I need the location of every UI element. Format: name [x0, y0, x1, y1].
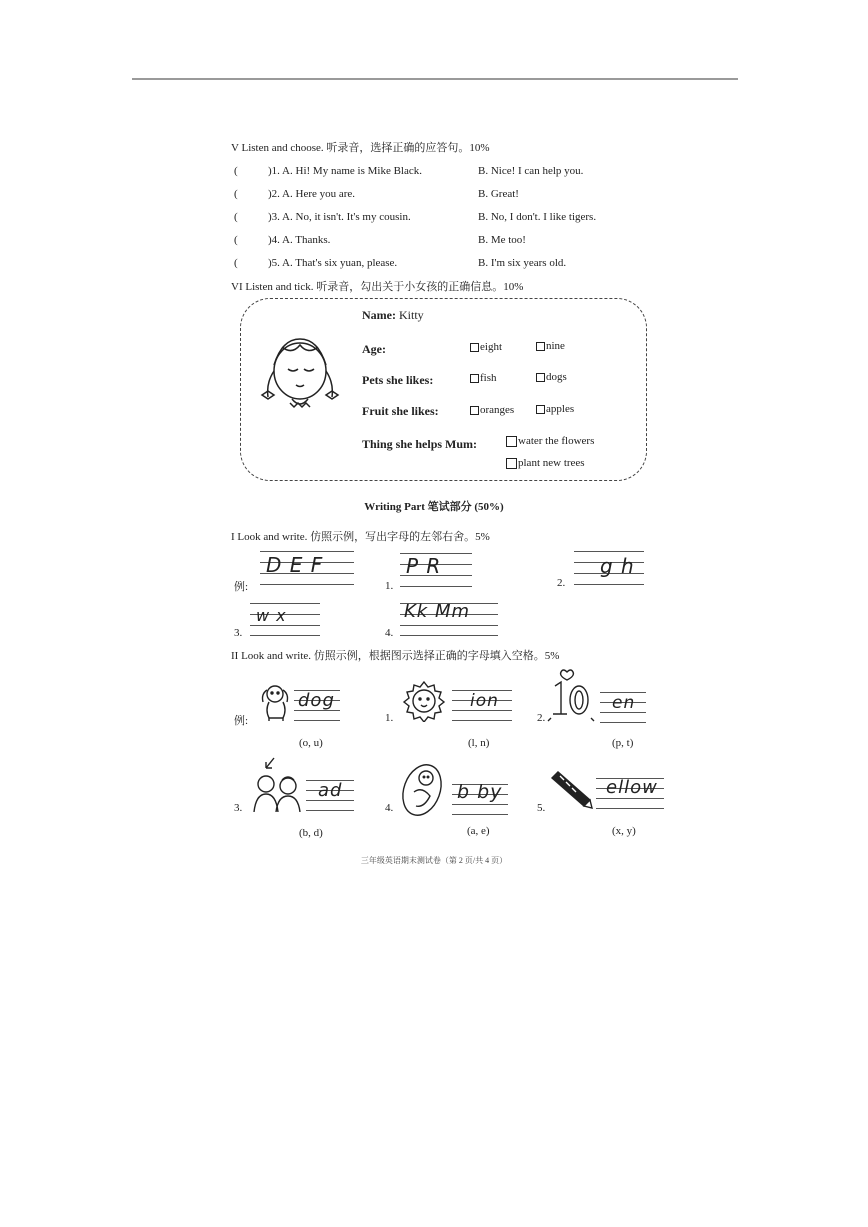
thing-label: Thing she helps Mum:	[362, 437, 478, 451]
fruit-option-apples[interactable]	[536, 403, 574, 415]
option-label: plant new trees	[518, 457, 585, 469]
handwriting-answer: dog	[298, 690, 335, 711]
section-w1-title: I Look and write. 仿照示例，写出字母的左邻右舍。5%	[231, 531, 490, 543]
option-b: B. Great!	[478, 188, 519, 200]
checkbox[interactable]	[470, 343, 479, 352]
pets-label: Pets she likes:	[362, 373, 434, 387]
letter-choices: (x, y)	[612, 825, 636, 837]
checkbox[interactable]	[536, 405, 545, 414]
checkbox[interactable]	[506, 436, 517, 447]
section-6-title: VI Listen and tick. 听录音，勾出关于小女孩的正确信息。10%	[231, 281, 524, 293]
lion-icon	[400, 680, 448, 722]
option-a: )5. A. That's six yuan, please.	[268, 257, 398, 269]
option-label: water the flowers	[518, 435, 595, 447]
checkbox[interactable]	[506, 458, 517, 469]
item-number: 3.	[234, 627, 243, 639]
section-w2-title: II Look and write. 仿照示例，根据图示选择正确的字母填入空格。5%	[231, 650, 560, 662]
checkbox[interactable]	[470, 374, 479, 383]
girl-icon	[252, 325, 348, 417]
option-a: )3. A. No, it isn't. It's my cousin.	[268, 211, 411, 223]
handwriting-answer: ad	[318, 780, 343, 801]
example-label: 例:	[234, 715, 249, 727]
item-number: 1.	[385, 712, 394, 724]
letter-choices: (a, e)	[467, 825, 490, 837]
name-label: Name:	[362, 308, 396, 322]
thing-option-water[interactable]	[506, 435, 594, 447]
pets-option-dogs[interactable]	[536, 371, 567, 383]
paren: (	[234, 234, 238, 246]
paren: (	[234, 165, 238, 177]
name-value: Kitty	[398, 308, 424, 322]
option-label: oranges	[480, 404, 515, 416]
option-a: )2. A. Here you are.	[268, 188, 356, 200]
option-a: )4. A. Thanks.	[268, 234, 331, 246]
option-label: fish	[480, 372, 497, 384]
dog-icon	[257, 682, 293, 722]
option-label: nine	[546, 340, 565, 352]
paren: (	[234, 211, 238, 223]
option-label: apples	[546, 403, 575, 415]
fruit-label: Fruit she likes:	[362, 404, 439, 418]
page-footer: 三年级英语期末测试卷（第 2 页/共 4 页）	[360, 856, 508, 865]
item-number: 3.	[234, 802, 243, 814]
section-5-title: V Listen and choose. 听录音，选择正确的应答句。10%	[231, 142, 490, 154]
pets-option-fish[interactable]	[470, 372, 497, 384]
name-row	[362, 308, 424, 323]
option-b: B. I'm six years old.	[478, 257, 567, 269]
letter-choices: (o, u)	[299, 737, 323, 749]
item-number: 2.	[557, 577, 566, 589]
letter-choices: (p, t)	[612, 737, 634, 749]
option-b: B. No, I don't. I like tigers.	[478, 211, 597, 223]
writing-part-title: Writing Part 笔试部分 (50%)	[364, 501, 504, 513]
handwriting-answer: P R	[406, 554, 442, 578]
handwriting-answer: ion	[470, 691, 499, 711]
item-number: 4.	[385, 627, 394, 639]
handwriting-answer: b by	[457, 781, 503, 803]
item-number: 1.	[385, 580, 394, 592]
checkbox[interactable]	[536, 373, 545, 382]
age-label: Age:	[362, 342, 386, 356]
option-b: B. Me too!	[478, 234, 526, 246]
item-number: 2.	[537, 712, 546, 724]
item-number: 5.	[537, 802, 546, 814]
option-label: dogs	[546, 371, 567, 383]
crayon-icon	[548, 770, 594, 812]
paren: (	[234, 188, 238, 200]
age-option-nine[interactable]	[536, 340, 565, 352]
top-rule	[132, 78, 738, 80]
option-a: )1. A. Hi! My name is Mike Black.	[268, 165, 422, 177]
fruit-option-oranges[interactable]	[470, 404, 514, 416]
dad-icon	[244, 756, 306, 812]
paren: (	[234, 257, 238, 269]
thing-option-plant[interactable]	[506, 457, 585, 469]
handwriting-answer: g h	[600, 554, 635, 578]
handwriting-answer: w x	[256, 606, 287, 625]
handwriting-answer: Kk Mm	[404, 601, 471, 622]
option-b: B. Nice! I can help you.	[478, 165, 584, 177]
handwriting-answer: en	[612, 693, 636, 713]
age-option-eight[interactable]	[470, 341, 502, 353]
letter-choices: (l, n)	[468, 737, 490, 749]
example-label: 例:	[234, 581, 249, 593]
handwriting-answer: D E F	[266, 553, 324, 577]
baby-icon	[400, 762, 444, 818]
option-label: eight	[480, 341, 502, 353]
handwriting-answer: ellow	[606, 777, 658, 798]
checkbox[interactable]	[470, 406, 479, 415]
letter-choices: (b, d)	[299, 827, 323, 839]
checkbox[interactable]	[536, 342, 545, 351]
ten-icon	[547, 668, 597, 722]
item-number: 4.	[385, 802, 394, 814]
